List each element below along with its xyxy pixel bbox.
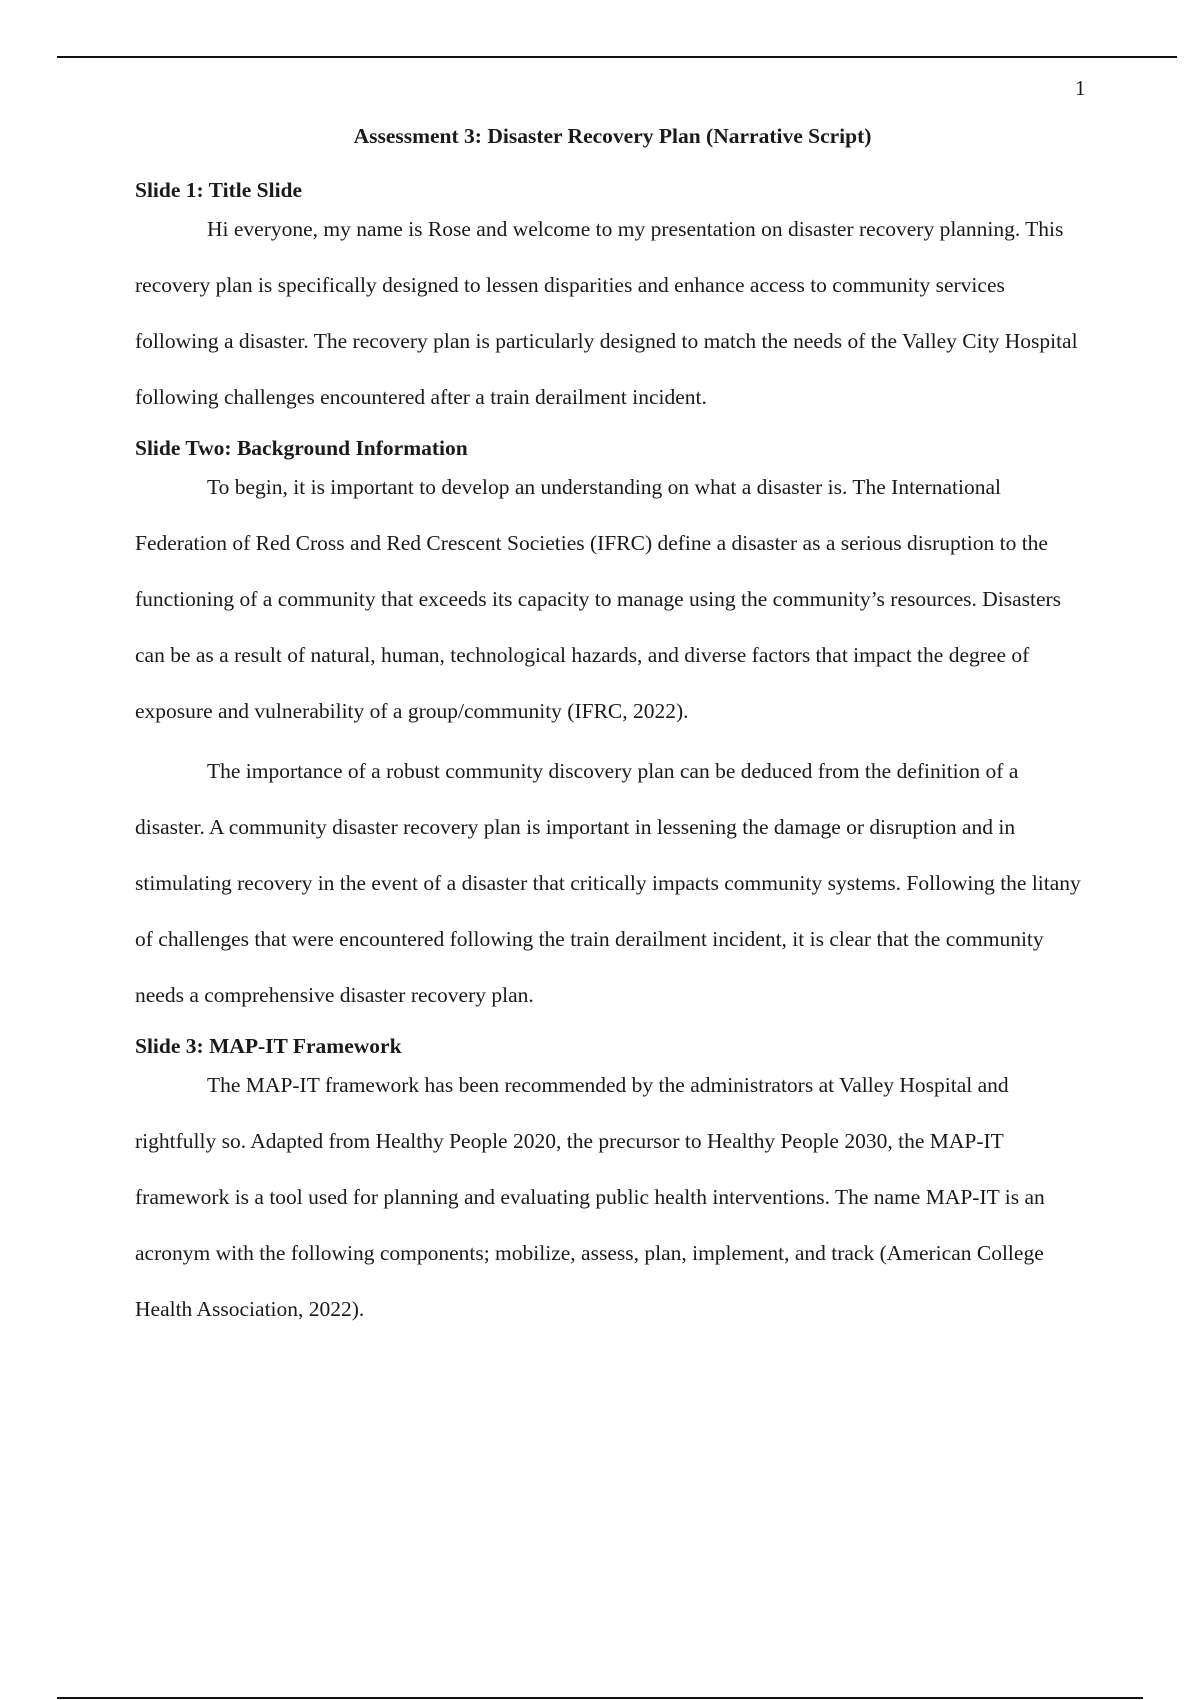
section-slide-1 [135,173,1090,425]
header-rule [57,56,1177,58]
section-slide-3 [135,1029,1090,1337]
document-body [135,119,1090,1343]
section-heading-slide-2: Slide Two: Background Information [135,436,468,460]
paragraph-background-2: The importance of a robust community discovery plan can be deduced from the definition of a disaster. A community disaster recovery plan is important in lessening the damage or disruption and in stimulating recovery in the event of a disaster that critically impacts community systems. Following the litany of challenges that were encountered following the train derailment incident, it is clear that the community needs a comprehensive disaster recovery plan. [135,759,1081,1007]
section-slide-2 [135,431,1090,1023]
paragraph-background-1: To begin, it is important to develop an understanding on what a disaster is. The International Federation of Red Cross and Red Crescent Societies (IFRC) define a disaster as a serious disruption to the functioning of a community that exceeds its capacity to manage using the community’s resources. Disasters can be as a result of natural, human, technological hazards, and diverse factors that impact the degree of exposure and vulnerability of a group/community (IFRC, 2022). [135,475,1062,723]
paragraph-slide-1: Hi everyone, my name is Rose and welcome to my presentation on disaster recovery planning. This recovery plan is specifically designed to lessen disparities and enhance access to community services following a disaster. The recovery plan is particularly designed to match the needs of the Valley City Hospital following challenges encountered after a train derailment incident. [135,217,1078,409]
document-title: Assessment 3: Disaster Recovery Plan (Narrative Script) [353,124,872,148]
footer-rule [57,1697,1143,1699]
page-number: 1 [1075,76,1086,100]
paragraph-map-it: The MAP-IT framework has been recommended by the administrators at Valley Hospital and rightfully so. Adapted from Healthy People 2020, the precursor to Healthy People 2030, the MAP-IT framework is a tool used for planning and evaluating public health interventions. The name MAP-IT is an acronym with the following components; mobilize, assess, plan, implement, and track (American College Health Association, 2022). [135,1073,1045,1321]
section-heading-slide-3: Slide 3: MAP-IT Framework [135,1034,402,1058]
section-heading-slide-1: Slide 1: Title Slide [135,178,303,202]
